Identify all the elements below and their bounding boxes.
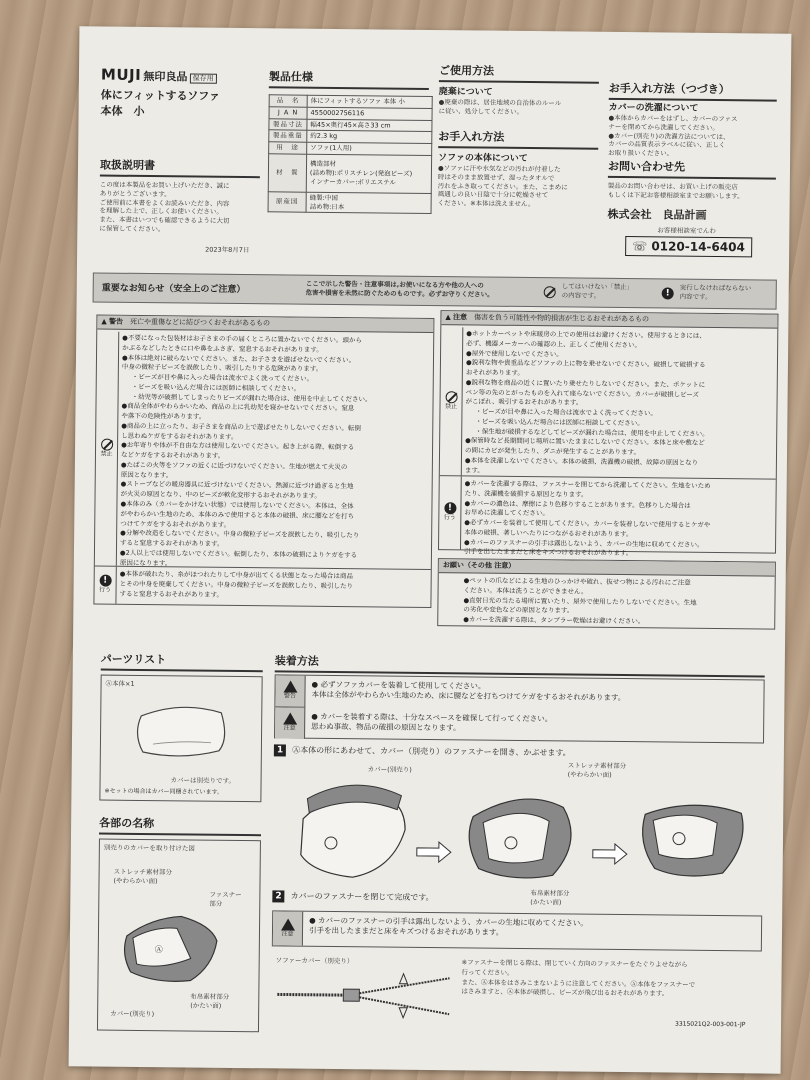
zip-note: ※ファスナーを閉じる際は、閉じていく方向のファスナーをたぐりよせながら 行ってください。 また、Ⓐ本体をはさみこまないように注意してください。Ⓐ本体をファスナーで はさみますと、Ⓐ本体が破損し、ビーズが飛び出るおそれがあります。 — [461, 958, 696, 998]
names-box — [97, 839, 261, 1033]
doc-code: 3315021Q2-003-001-JP — [675, 1020, 746, 1029]
warning-ban-list: ●不要になった包装材はお子さまの手の届くところに置かないでください。頭から かぶるなどしたときに口や鼻をふさぎ、窒息するおそれがあります。 ●本体は絶対に破らないでください。また、お子さまを遊ばせないでください。 中身の微粒子ビーズを誤飲したり、吸引したりする危険があります。 ・ビーズが目や鼻に入った場合は流水でよく洗ってください。 ・ビーズを吸い込んだ場合には医師に相談してください。 ・幼児等が破損してしまったりビーズが漏れた場合は、使用を中止してください。 ●商品全体がやわらかいため、商品の上に乳幼児を寝かせないでください。窒息 や落下の危険性があります。 ●商品の上に立ったり、お子さまを商品の上で遊ばせたりしないでください。転倒 し思わぬケガをするおそれがあります。 ●お年寄りや体が不自由な方は使用しないでください。起き上がる際、転倒する などケガをするおそれがあります。 ●たばこの火等をソファの近くに近づけないでください。生地が燃えて火災の 原因となります。 ●ストーブなどの暖房器具に近づけないでください。熱源に近づけ過ぎると生地 が火災の原因となり、中のビーズが軟化変形するおそれがあります。 ●本体のみ（カバーをかけない状態）では使用しないでください。本体は、全体 がやわらかい生地のため、本体のみで使用すると本体の破損、床に腰などを打ち つけてケガをするおそれがあります。 ●分解や改造をしないでください。中身の微粒子ビーズを誤飲したり、吸引したり すると窒息するおそれがあります。 ●2人以上では使用しないでください。転倒したり、本体の破損によりケガをする 原因になります。 — [119, 333, 372, 567]
spec-row: 用 途 ソファ(1人用) — [269, 142, 432, 155]
desk-label: お客様相談室でんわ — [657, 226, 716, 235]
warning-triangle-icon — [283, 681, 297, 693]
manual-title: 取扱説明書 — [99, 158, 156, 173]
care2-text: ●本体からカバーをはずし、カバーのファス ナーを閉めてから洗濯してください。 ●カバー(別売り)の洗濯方法については、 カバーの品質表示ラベルに従い、正しく お取り扱いください。 — [608, 113, 738, 158]
caution-must-side: ! 行う — [439, 476, 462, 549]
warning-panel — [93, 314, 434, 608]
spec-row: J A N 4550002756116 — [269, 107, 432, 120]
install-caution-side: 注意 — [275, 707, 305, 738]
notice-intro: ここで示した警告・注意事項は,お使いになる方や他の人への 危害や損害を未然に防ぐためのものです。必ずお守りください。 — [305, 279, 494, 299]
notice-title: 重要なお知らせ（安全上のご注意） — [101, 283, 246, 296]
brand-header — [101, 65, 217, 86]
instruction-sheet — [69, 26, 792, 1073]
care2-head: カバーの洗濯について — [608, 102, 699, 114]
sofa-body-illustration — [131, 698, 232, 761]
step-2 — [272, 890, 433, 904]
spec-table — [268, 94, 433, 214]
caution-triangle-icon — [283, 713, 297, 725]
request-list: ●ペットの爪などによる生地のひっかけや破れ、抜せつ物による汚れにご注意 ください。本体は洗うことができません。 ●直射日光の当たる場所に置いたり、屋外で使用したりしないでください。生地 の劣化や変色などの原因となります。 ●カバーを洗濯する際は、タンブラー乾燥はお避けください。 — [463, 576, 697, 626]
names-caption: 別売りのカバーを取り付けた図 — [103, 843, 195, 853]
tel-box: ☏ 0120-14-6404 — [625, 236, 752, 258]
must-icon: ! — [662, 287, 674, 299]
care-title: お手入れ方法 — [438, 130, 505, 144]
warning-must-list: ●本体が破れたり、糸がほつれたりして中身が出てくる状態となった場合は商品 とその中身を廃棄してください。中身の微粒子ビーズを誤飲したり、吸引したり すると窒息するおそれがあります。 — [119, 569, 354, 599]
spec-row: 品 名 体にフィットするソファ 本体 小 — [269, 95, 432, 108]
legend-ban: してはいけない「禁止」 の内容です。 — [561, 282, 634, 300]
care-text: ●ソファに汗や水気などの汚れが付着した 時はそのまま放置せず、湿ったタオルで 汚れをふき取ってください。また、こまめに 風通しの良い日陰で十分に乾燥させて ください。※本体は洗えません。 — [437, 164, 568, 209]
divider — [101, 669, 263, 673]
label-fabric: 布帛素材部分 (かたい面) — [190, 992, 230, 1010]
must-icon: ! — [444, 503, 456, 515]
step-2-text: カバーのファスナーを閉じて完成です。 — [290, 891, 434, 902]
install-warn-side: 警告 — [275, 675, 305, 707]
ban-icon — [544, 286, 556, 298]
cover-attached-illustration — [120, 906, 221, 987]
contact-text: 製品のお問い合わせは、お買い上げの販売店 もしくは下記お客様相談室までお願いします。 — [607, 181, 744, 201]
step-2-number: 2 — [272, 890, 284, 902]
care-head: ソファの本体について — [438, 153, 528, 165]
step-2-caution-box — [272, 910, 762, 951]
step-1-text: Ⓐ本体の形にあわせて、カバー（別売り）のファスナーを開き、かぶせます。 — [292, 745, 571, 758]
zipper-illustration — [273, 968, 458, 1020]
divider — [439, 80, 599, 84]
legend-must: 実行しなければならない 内容です。 — [679, 283, 752, 301]
step-1-cover-label: カバー(別売り) — [367, 765, 412, 774]
divider — [99, 833, 261, 837]
must-icon: ! — [99, 575, 111, 587]
divider — [100, 175, 260, 179]
divider — [438, 146, 598, 150]
phone-icon: ☏ — [632, 239, 652, 254]
ban-icon — [101, 438, 113, 450]
care2-title: お手入れ方法（つづき） — [608, 81, 730, 97]
cover-note: カバーは別売りです。 — [170, 776, 236, 785]
company-name: 株式会社 良品計画 — [607, 207, 707, 222]
step-1-number: 1 — [274, 744, 286, 756]
label-cover: カバー(別売り) — [110, 1009, 155, 1019]
spec-row: 材 質 構造部材 (詰め物):ポリスチレン(発泡ビーズ) インナーカバー:ポリエステル — [268, 154, 431, 194]
step-1-illustrations — [292, 769, 763, 894]
names-title: 各部の名称 — [99, 816, 155, 831]
label-fastener: ファスナー 部分 — [209, 890, 242, 908]
spec-row: 原産国 縫製:中国 詰め物:日本 — [268, 192, 431, 214]
step-2-caution-side: 注意 — [273, 911, 303, 945]
warning-triangle-icon: ▲ — [101, 317, 107, 326]
warning-ban-side: 禁止 — [95, 332, 119, 566]
install-notice-box — [274, 674, 765, 743]
install-title: 装着方法 — [274, 654, 319, 668]
disposal-text: ●廃棄の際は、居住地域の自治体のルール に従い、処分してください。 — [438, 98, 562, 116]
usage-title: ご使用方法 — [438, 64, 495, 78]
step-1-stretch-label: ストレッチ素材部分 (やわらかい面) — [567, 761, 627, 779]
caution-head: ▲ 注意 傷害を負う可能性や物的損害が生じるおそれがあるもの — [441, 311, 777, 329]
must-icon: ● — [309, 915, 319, 925]
product-title: 体にフィットするソファ — [100, 88, 221, 103]
must-icon: ● — [311, 679, 321, 689]
contact-title: お問い合わせ先 — [607, 159, 686, 174]
step-1 — [274, 744, 571, 759]
caution-must-list: ●カバーを洗濯する際は、ファスナーを閉じてから洗濯してください。生地をいため たり、洗濯機を破損する原因となります。 ●カバーの濃色は、摩擦により色移りすることがあります。色移りした場合は お早めに洗濯してください。 ●必ずカバーを装着して使用してください。カバーを装着しないで使用するとケガや 本体の破損、著しいへたりにつながるおそれがあります。 ●カバーのファスナーの引手は露出しないよう、カバーの生地に収めてください。 引手を出したままだと床をキズつけるおそれがあります。 — [463, 479, 711, 558]
divider — [609, 98, 777, 102]
caution-triangle-icon: ▲ — [445, 313, 451, 322]
warning-head: ▲ 警告 死亡や重傷などに結びつくおそれがあるもの — [97, 316, 433, 334]
spec-row: 製品重量 約2.3 kg — [269, 130, 432, 143]
spec-row: 製品寸法 幅45×奥行45×高さ33 cm — [269, 118, 432, 131]
step-2-caution-text: ● カバーのファスナーの引手は露出しないよう、カバーの生地に収めてください。 引手を出したままだと床をキズつけるおそれがあります。 — [308, 915, 588, 937]
divider — [269, 86, 429, 90]
spec-title: 製品仕様 — [268, 70, 314, 84]
label-stretch: ストレッチ素材部分 (やわらかい面) — [113, 867, 173, 885]
caution-panel — [438, 310, 778, 558]
product-sub: 本体 小 — [100, 104, 145, 118]
divider — [608, 176, 776, 180]
parts-item: Ⓐ本体×1 — [105, 679, 135, 688]
request-panel — [437, 558, 776, 630]
ban-icon — [445, 391, 457, 403]
caution-triangle-icon — [281, 918, 295, 930]
must-icon: ● — [311, 711, 321, 721]
parts-box — [99, 675, 262, 803]
zip-label: ソファーカバー（別売り） — [275, 956, 354, 966]
parts-title: パーツリスト — [100, 652, 167, 667]
manual-date: 2023年8月7日 — [205, 245, 250, 255]
notice-bar — [93, 272, 777, 309]
step-1-fabric-label: 布帛素材部分 (かたい面) — [530, 889, 570, 907]
manual-intro: この度は本製品をお買い上げいただき、誠に ありがとうございます。 ご使用前に本書をよくお読みいただき、内容 を理解した上で、正しくお使いください。 また、本書はいつでも確認できるように大切 に保管してください。 — [99, 180, 230, 234]
label-a: Ⓐ — [154, 945, 163, 955]
install-caution-text: ● カバーを装着する際は、十分なスペースを確保して行ってください。 思わぬ事故、物品の破損の原因となります。 — [311, 711, 553, 733]
keep-badge: 保存用 — [190, 73, 217, 83]
caution-ban-list: ●ホットカーペットや床暖房の上での使用はお避けください。使用するときには、 必ず、機器メーカーへの確認の上、正しくご使用ください。 ●屋外で使用しないでください。 ●鋭利な物や貴重品などソファの上に物を乗せないでください。破損して破損する おそれがあります。 ●鋭利な物を商品の近くに置いたり乗せたりしないでください。また、ポケットに ペン等の先のとがったものを入れて座らないでください。カバーが破損しビーズ がこぼれ、吸引するおそれがあります。 ・ビーズが目や鼻に入った場合は流水でよく洗ってください。 ・ビーズを吸い込んだ場合には医師に相談してください。 ・保生地が破損するなどしてビーズが漏れた場合は、使用を中止してください。 ●保管時など長期間同じ場所に置いたままにしないでください。本体と床や敷など の間にカビが発生したり、ダニが発生することがあります。 ●本体を洗濯しないでください。本体の破損、洗濯機の破損、故障の原因となり ます。 — [464, 329, 709, 475]
brand-logo: MUJI — [100, 65, 142, 84]
brand-jp: 無印良品 — [143, 69, 188, 84]
warning-must-side: ! 行う — [94, 566, 116, 603]
install-warn-text: ● 必ずソファカバーを装着して使用してください。 本体は全体がやわらかい生地のため、床に腰などを打ちつけてケガをするおそれがあります。 — [311, 679, 626, 703]
request-head: お願い（その他 注意） — [439, 559, 775, 577]
set-note: ※セットの場合はカバー同梱されています。 — [104, 787, 224, 796]
caution-ban-side: 禁止 — [440, 327, 464, 475]
disposal-head: 廃棄について — [438, 87, 493, 98]
